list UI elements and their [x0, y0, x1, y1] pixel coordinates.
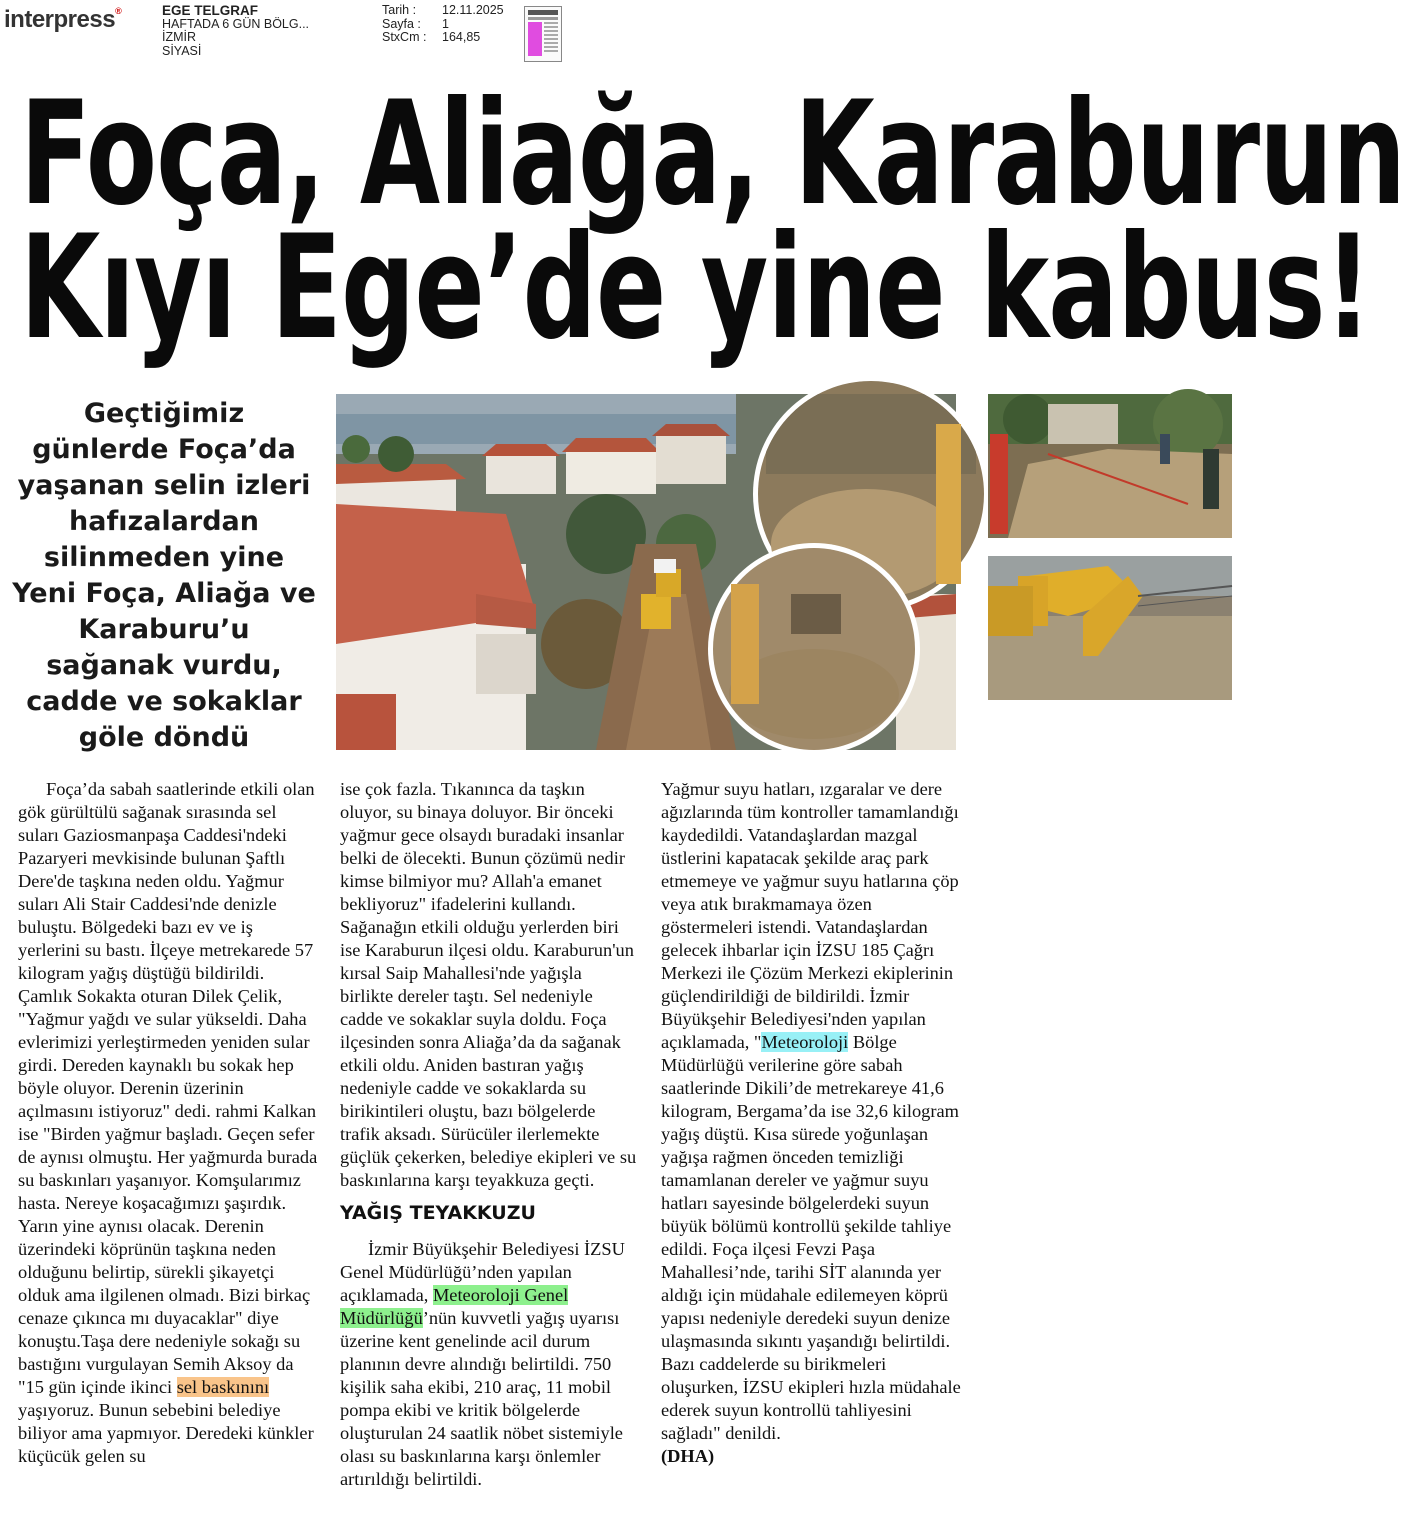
- interpress-logo: interpress®: [4, 6, 122, 33]
- publication-frequency: HAFTADA 6 GÜN BÖLG...: [162, 16, 310, 31]
- article-source-sign: (DHA): [661, 1446, 715, 1466]
- col2-highlight-mudurlugu: Müdürlüğü: [340, 1308, 423, 1328]
- col2-text-a: ise çok fazla. Tıkanınca da taşkın oluyor, su binaya doluyor. Bir önceki yağmur gece olsaydı buradaki insanlar belki de ölecekti. Bunun çözümü nedir kimse bilmiyor mu? Allah'a emanet bekliyoruz" ifadelerini kullandı. Sağanağın etkili olduğu yerlerden biri ise Karaburun ilçesi oldu. Karaburun'un kırsal Saip Mahallesi'nde yağışla birlikte dereler taştı. Sel nedeniyle cadde ve sokaklar suyla doldu. Foça ilçesinden sonra Aliağa’da da sağanak etkili oldu. Aniden bastıran yağış nedeniyle cadde ve sokaklarda su birikintileri oluştu, bazı bölgelerde trafik aksadı. Sürücüler ilerlemekte güçlük çekerken, belediye ekipleri ve su baskınlarına karşı teyakkuza geçti.: [340, 779, 637, 1190]
- col1-text-a: Foça’da sabah saatlerinde etkili olan gök gürültülü sağanak sırasında sel suları Gaziosmanpaşa Caddesi'ndeki Pazaryeri mevkisinde bulunan Şaftlı Dere'de taşkına neden oldu. Yağmur suları Ali Stair Caddesi'nde denizle buluştu. Bölgedeki bazı ev ve iş yerlerini su bastı. İlçeye metrekarede 57 kilogram yağış düştüğü bildirildi. Çamlık Sokakta oturan Dilek Çelik, "Yağmur yağdı ve sular yükseldi. Daha evlerimizi yerleştirmeden yeniden sular girdi. Dereden kaynaklı bu sokak hep böyle oluyor. Derenin üzerinin açılmasını istiyoruz" dedi. rahmi Kalkan ise "Birden yağmur başladı. Geçen sefer de aynısı olmuştu. Her yağmurda burada su baskınları yaşanıyor. Komşularımız hasta. Nereye koşacağımızı şaşırdık. Yarın yine aynısı olacak. Derenin üzerindeki köprünün taşkına neden olduğunu belirtip, sürekli şikayetçi olduk ama ilgilenen olmadı. Bizi birkaç cenaze çıkınca mı duyacaklar" diye konuştu.Taşa dere nedeniyle sokağı su bastığını vurgulayan Semih Aksoy da "15 gün içinde ikinci: [18, 779, 318, 1397]
- article-deck: Geçtiğimiz günlerde Foça’da yaşanan selin izleri hafızalardan silinmeden yine Yeni Foça, Aliağa ve Karaburu’u sağanak vurdu, cadde ve sokaklar göle döndü: [12, 398, 316, 753]
- page-value: 1: [442, 16, 449, 31]
- article-column-2: [340, 778, 638, 1491]
- article-column-3: [661, 778, 961, 1468]
- stxcm-label: StxCm :: [382, 30, 427, 44]
- clipping-meta: [382, 4, 504, 45]
- stxcm-value: 164,85: [442, 30, 481, 44]
- photo-excavator-in-water: [988, 556, 1232, 700]
- col2-text-c: ’nün kuvvetli yağış uyarısı üzerine kent genelinde acil durum planının devre alındığı belirtildi. 750 kişilik saha ekibi, 210 araç, 11 mobil pompa ekibi ve kritik bölgelerde oluşturulan 24 saatlik nöbet sistemiyle olası su baskınlarına karşı önlemler artırıldığı belirtildi.: [340, 1308, 623, 1489]
- publication-city: İZMİR: [162, 30, 197, 44]
- main-photo-flooded-street: [336, 394, 956, 750]
- col1-text-b: yaşıyoruz. Bunun sebebini belediye biliyor ama yapmıyor. Deredeki künkler küçücük gelen su: [18, 1400, 314, 1466]
- date-label: Tarih :: [382, 3, 417, 17]
- col3-text-a: Yağmur suyu hatları, ızgaralar ve dere ağızlarında tüm kontroller tamamlandığı kaydedildi. Vatandaşlardan mazgal üstlerini kapatacak şekilde araç park etmemeye ve yağmur suyu hatlarına çöp veya atık bırakmamaya özen göstermeleri istendi. Vatandaşlardan gelecek ihbarlar için İZSU 185 Çağrı Merkezi ile Çözüm Merkezi ekiplerinin güçlendirildiği de bildirildi. İzmir Büyükşehir Belediyesi'nden yapılan açıklamada, ": [661, 779, 959, 1052]
- publication-name: EGE TELGRAF: [162, 3, 259, 18]
- col3-highlight-meteoroloji: Meteoroloji: [761, 1032, 849, 1052]
- publication-section: SİYASİ: [162, 43, 202, 58]
- col2-highlight-meteoroloji-genel: Meteoroloji Genel: [432, 1285, 569, 1305]
- subhead-yagis-teyakkuzu: YAĞIŞ TEYAKKUZU: [340, 1202, 536, 1224]
- col3-text-b: Bölge Müdürlüğü verilerine göre sabah saatlerinde Dikili’de metrekareye 41,6 kilogram, Bergama’da ise 32,6 kilogram yağış düştü. Kısa sürede yoğunlaşan yağışa rağmen önceden temizliği tamamlanan dereler ve yağmur suyu hatları sayesinde bölgelerdeki suyun büyük bölümü kontrollü şekilde tahliye edildi. Foça ilçesi Fevzi Paşa Mahallesi’nde, tarihi SİT alanında yer aldığı için müdahale edilemeyen köprü yapısı nedeniyle deredeki suyun denize ulaşmasında sıkıntı yaşandığı belirtildi. Bazı caddelerde su birikmeleri oluşurken, İZSU ekipleri hızla müdahale ederek suyun kontrollü tahliyesini sağladı" denildi.: [661, 1032, 961, 1443]
- date-value: 12.11.2025: [442, 3, 504, 17]
- col2-text-b: İzmir Büyükşehir Belediyesi İZSU Genel Müdürlüğü’nden yapılan açıklamada,: [340, 1239, 625, 1305]
- photo-flooded-road-workers: [988, 394, 1232, 538]
- col1-highlight-sel-baskinini: sel baskınını: [176, 1377, 270, 1397]
- publication-info: [162, 4, 309, 58]
- headline-line-2: Kıyı Ege’de yine kabus!: [20, 204, 1372, 372]
- page-thumbnail[interactable]: [524, 6, 562, 62]
- page-label: Sayfa :: [382, 16, 421, 31]
- article-column-1: [18, 778, 318, 1468]
- headline-line-1: Foça, Aliağa, Karaburun: [20, 70, 1405, 238]
